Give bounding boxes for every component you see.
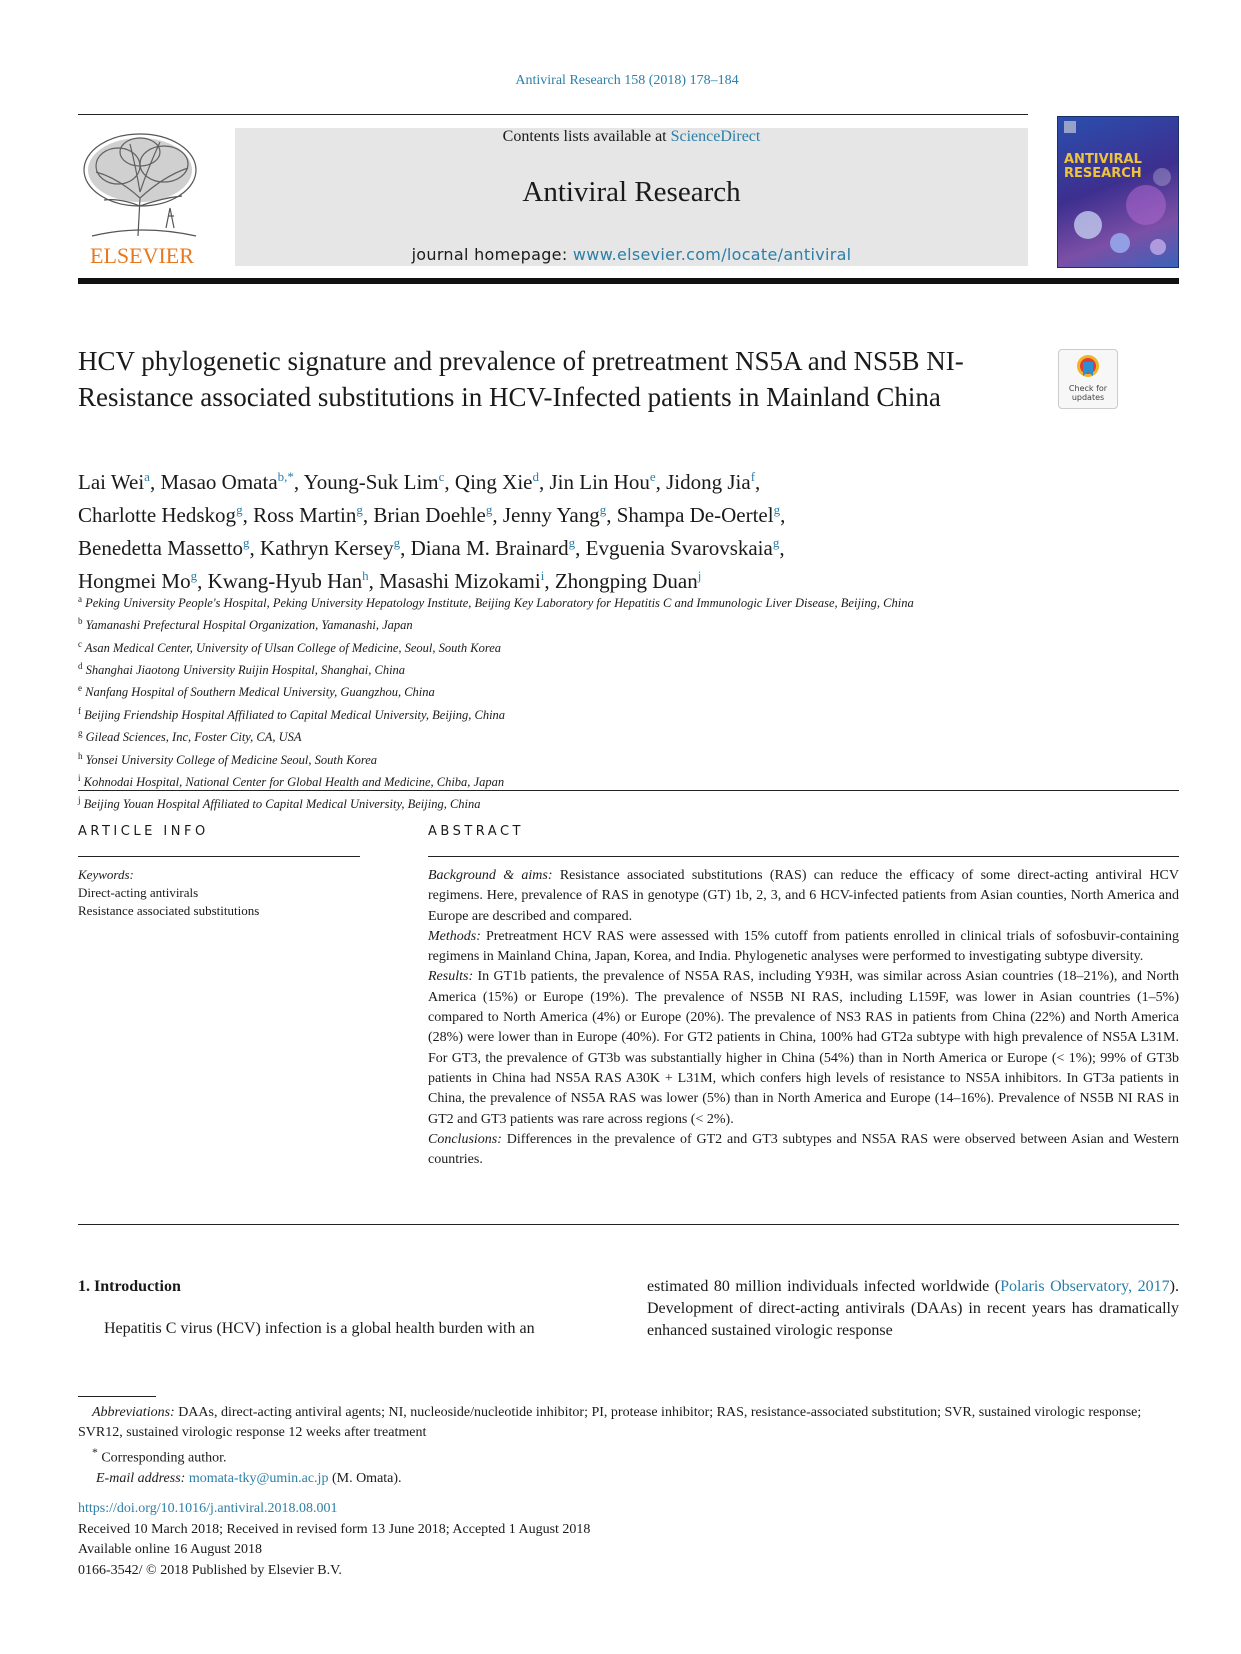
author-affiliation-mark[interactable]: a — [144, 469, 150, 484]
affiliation: $^j$ Beijing Youan Hospital Affiliated to Capital Medical University, Beijing, China — [78, 795, 481, 812]
badge-line-2: updates — [1071, 393, 1105, 402]
author: Jidong Jia$^f$, — [666, 469, 761, 494]
email-link[interactable]: momata-tky@umin.ac.jp — [188, 1470, 329, 1486]
footnotes — [78, 1403, 1179, 1489]
affiliation: $^f$ Beijing Friendship Hospital Affiliated to Capital Medical University, Beijing, China — [78, 705, 506, 722]
author: Hongmei Mo$^g$, — [78, 568, 208, 593]
author: Brian Doehle$^g$, — [373, 502, 503, 527]
author-affiliation-mark[interactable]: f — [750, 469, 756, 484]
author-affiliation-mark[interactable]: g — [772, 535, 780, 550]
abstract-section: Conclusions: Differences in the prevalence of GT2 and GT3 subtypes and NS5A RAS were observed between Asian and Western countries. — [428, 1131, 1180, 1168]
affiliation-list — [78, 590, 1178, 814]
article-title: HCV phylogenetic signature and prevalence of pretreatment NS5A and NS5B NI-Resistance associated substitutions in HCV-Infected patients in Mainland China — [78, 346, 964, 412]
author-affiliation-mark[interactable]: g — [243, 535, 250, 550]
elsevier-tree-icon — [78, 128, 206, 268]
abstract-heading: ABSTRACT — [428, 824, 524, 839]
author-list — [78, 463, 1078, 595]
author-affiliation-mark[interactable]: h — [362, 568, 369, 583]
affiliation: $^c$ Asan Medical Center, University of Ulsan College of Medicine, Seoul, South Korea — [78, 638, 502, 655]
affiliation: $^i$ Kohnodai Hospital, National Center for Global Health and Medicine, Chiba, Japan — [78, 772, 505, 790]
journal-title: Antiviral Research — [522, 176, 741, 208]
abstract-body — [428, 866, 1179, 1170]
article-meta — [78, 1499, 878, 1581]
author-affiliation-mark[interactable]: j — [697, 568, 702, 583]
keywords-label: Keywords: — [78, 867, 134, 882]
author-affiliation-mark[interactable]: c — [438, 469, 445, 484]
author-affiliation-mark[interactable]: g — [599, 502, 607, 517]
author: Benedetta Massetto$^g$, — [78, 535, 261, 560]
author: Evguenia Svarovskaia$^g$, — [585, 535, 785, 560]
journal-cover[interactable] — [1057, 116, 1179, 268]
elsevier-logo — [78, 128, 206, 268]
copyright: 0166-3542/ © 2018 Published by Elsevier B.V. — [78, 1562, 342, 1578]
publisher-name: ELSEVIER — [90, 243, 194, 268]
corresponding-footnote: * Corresponding author. — [92, 1446, 227, 1466]
contents-line — [235, 128, 1028, 146]
author: Diana M. Brainard$^g$, — [410, 535, 586, 560]
abstract-section: Results: In GT1b patients, the prevalence of NS5A RAS, including Y93H, was similar across Asian countries (18–21%), and North America (15%) or Europe (19%). The prevalence of NS5B NI RAS, including L159F, was lower in Asian countries (1–5%) compared to North America (4%) or Europe (20%). The prevalence of NS3 RAS in patients from China (22%) and North America (28%) were lower than in Europe (40%). For GT2 patients in China, 100% had GT2a subtype with high prevalence of NS5A L31M. For GT3, the prevalence of GT3b was substantially higher in China (54%) than in North America or Europe (< 1%); 99% of GT3b patients in China had NS5A RAS A30K + L31M, which confers high levels of resistance to NS5A inhibitors. In GT3a patients in China, the prevalence of NS5A RAS was lower (5%) than in North America and Europe (14–16%). Prevalence of NS5B NI RAS in GT2 and GT3 patients was rare across regions (< 2%). — [428, 969, 1179, 1127]
author-affiliation-mark[interactable]: e — [649, 469, 656, 484]
author: Kwang-Hyub Han$^h$, — [207, 568, 380, 593]
author-affiliation-mark[interactable]: g — [356, 502, 363, 517]
author-affiliation-mark[interactable]: g — [190, 568, 198, 583]
email-footnote: E-mail address: momata-tky@umin.ac.jp (M. Omata). — [96, 1470, 402, 1486]
author-affiliation-mark[interactable]: i — [540, 568, 545, 583]
cover-title: ANTIVIRAL RESEARCH — [1064, 152, 1142, 181]
intro-left-column: Hepatitis C virus (HCV) infection is a global health burden with an — [104, 1320, 535, 1337]
affiliation: $^a$ Peking University People's Hospital, Peking University Hepatology Institute, Beijing Key Laboratory for Hepatitis C and Immunologic Liver Disease, Beijing, China — [78, 594, 914, 611]
virus-image-icon — [1058, 117, 1178, 267]
author: Kathryn Kersey$^g$, — [260, 535, 411, 560]
homepage-link[interactable]: www.elsevier.com/locate/antiviral — [572, 245, 852, 264]
article-info-rule — [78, 856, 360, 857]
author: Jin Lin Hou$^e$, — [549, 469, 667, 494]
badge-line-1: Check for — [1068, 384, 1108, 393]
abstract-bottom-rule — [78, 1224, 1179, 1225]
author: Zhongping Duan$^j$ — [554, 568, 702, 593]
footnote-rule — [78, 1396, 156, 1397]
keyword: Direct-acting antivirals — [78, 885, 199, 900]
journal-reference[interactable]: Antiviral Research 158 (2018) 178–184 — [515, 73, 739, 88]
author-affiliation-mark[interactable]: g — [236, 502, 243, 517]
author: Shampa De-Oertel$^g$, — [616, 502, 786, 527]
affiliation: $^b$ Yamanashi Prefectural Hospital Organization, Yamanashi, Japan — [78, 616, 413, 633]
author-affiliation-mark[interactable]: b,* — [277, 469, 294, 484]
section-heading-introduction: 1. Introduction — [78, 1278, 181, 1295]
author: Lai Wei$^a$, — [78, 469, 161, 494]
citation-link[interactable]: Polaris Observatory, 2017 — [1000, 1278, 1170, 1295]
keywords-block — [78, 866, 378, 920]
author-affiliation-mark[interactable]: g — [773, 502, 781, 517]
bookmark-icon — [1075, 354, 1101, 382]
abstract-rule — [428, 856, 1179, 857]
author: Charlotte Hedskog$^g$, — [78, 502, 254, 527]
keyword: Resistance associated substitutions — [78, 903, 260, 918]
intro-right-column: estimated 80 million individuals infected worldwide (Polaris Observatory, 2017). Development of direct-acting antivirals (DAAs) in recent years has dramatically enhanced sustained virologic response — [647, 1278, 1179, 1339]
author-affiliation-mark[interactable]: g — [485, 502, 493, 517]
check-for-updates-badge[interactable] — [1058, 349, 1118, 409]
affiliation: $^h$ Yonsei University College of Medicine Seoul, South Korea — [78, 750, 378, 767]
affiliation: $^d$ Shanghai Jiaotong University Ruijin Hospital, Shanghai, China — [78, 661, 406, 678]
contents-prefix: Contents lists available at — [502, 128, 667, 145]
author: Jenny Yang$^g$, — [502, 502, 617, 527]
doi-link[interactable]: https://doi.org/10.1016/j.antiviral.2018.08.001 — [78, 1501, 338, 1516]
abstract-section: Methods: Pretreatment HCV RAS were assessed with 15% cutoff from patients enrolled in clinical trials of sofosbuvir-containing regimens in Mainland China, Japan, Korea, and India. Phylogenetic analyses were performed to investigating subtype diversity. — [428, 928, 1179, 965]
author: Ross Martin$^g$, — [253, 502, 374, 527]
author: Masao Omata$^{b,*}$, — [160, 469, 304, 494]
author: Masashi Mizokami$^i$, — [379, 568, 555, 593]
received-dates: Received 10 March 2018; Received in revised form 13 June 2018; Accepted 1 August 2018 — [78, 1521, 591, 1537]
author: Young-Suk Lim$^c$, — [303, 469, 455, 494]
author-affiliation-mark[interactable]: g — [393, 535, 401, 550]
header-rule — [78, 114, 1028, 115]
author-affiliation-mark[interactable]: d — [532, 469, 539, 484]
header-thick-rule — [78, 278, 1179, 284]
abbreviations-footnote: Abbreviations: DAAs, direct-acting antiviral agents; NI, nucleoside/nucleotide inhibitor; PI, protease inhibitor; RAS, resistance-associated substitution; SVR, sustained virologic response; SVR12, sustained virologic response 12 weeks after treatment — [78, 1405, 1142, 1440]
available-online: Available online 16 August 2018 — [78, 1542, 263, 1557]
section-rule — [78, 790, 1179, 791]
abstract-section: Background & aims: Resistance associated substitutions (RAS) can reduce the efficacy of some direct-acting antiviral HCV regimens. Here, prevalence of RAS in genotype (GT) 1b, 2, 3, and 6 HCV-infected patients from Asian counties, North America and Europe are described and compared. — [428, 868, 1180, 924]
author: Qing Xie$^d$, — [454, 469, 550, 494]
homepage-line — [235, 245, 1028, 264]
author-affiliation-mark[interactable]: g — [568, 535, 576, 550]
article-info-heading: ARTICLE INFO — [78, 824, 209, 839]
sciencedirect-link[interactable]: ScienceDirect — [670, 128, 761, 145]
affiliation: $^e$ Nanfang Hospital of Southern Medical University, Guangzhou, China — [78, 683, 435, 700]
cover-logo-icon — [1064, 121, 1076, 133]
affiliation: $^g$ Gilead Sciences, Inc, Foster City, CA, USA — [78, 728, 302, 745]
homepage-prefix: journal homepage: — [411, 245, 568, 264]
